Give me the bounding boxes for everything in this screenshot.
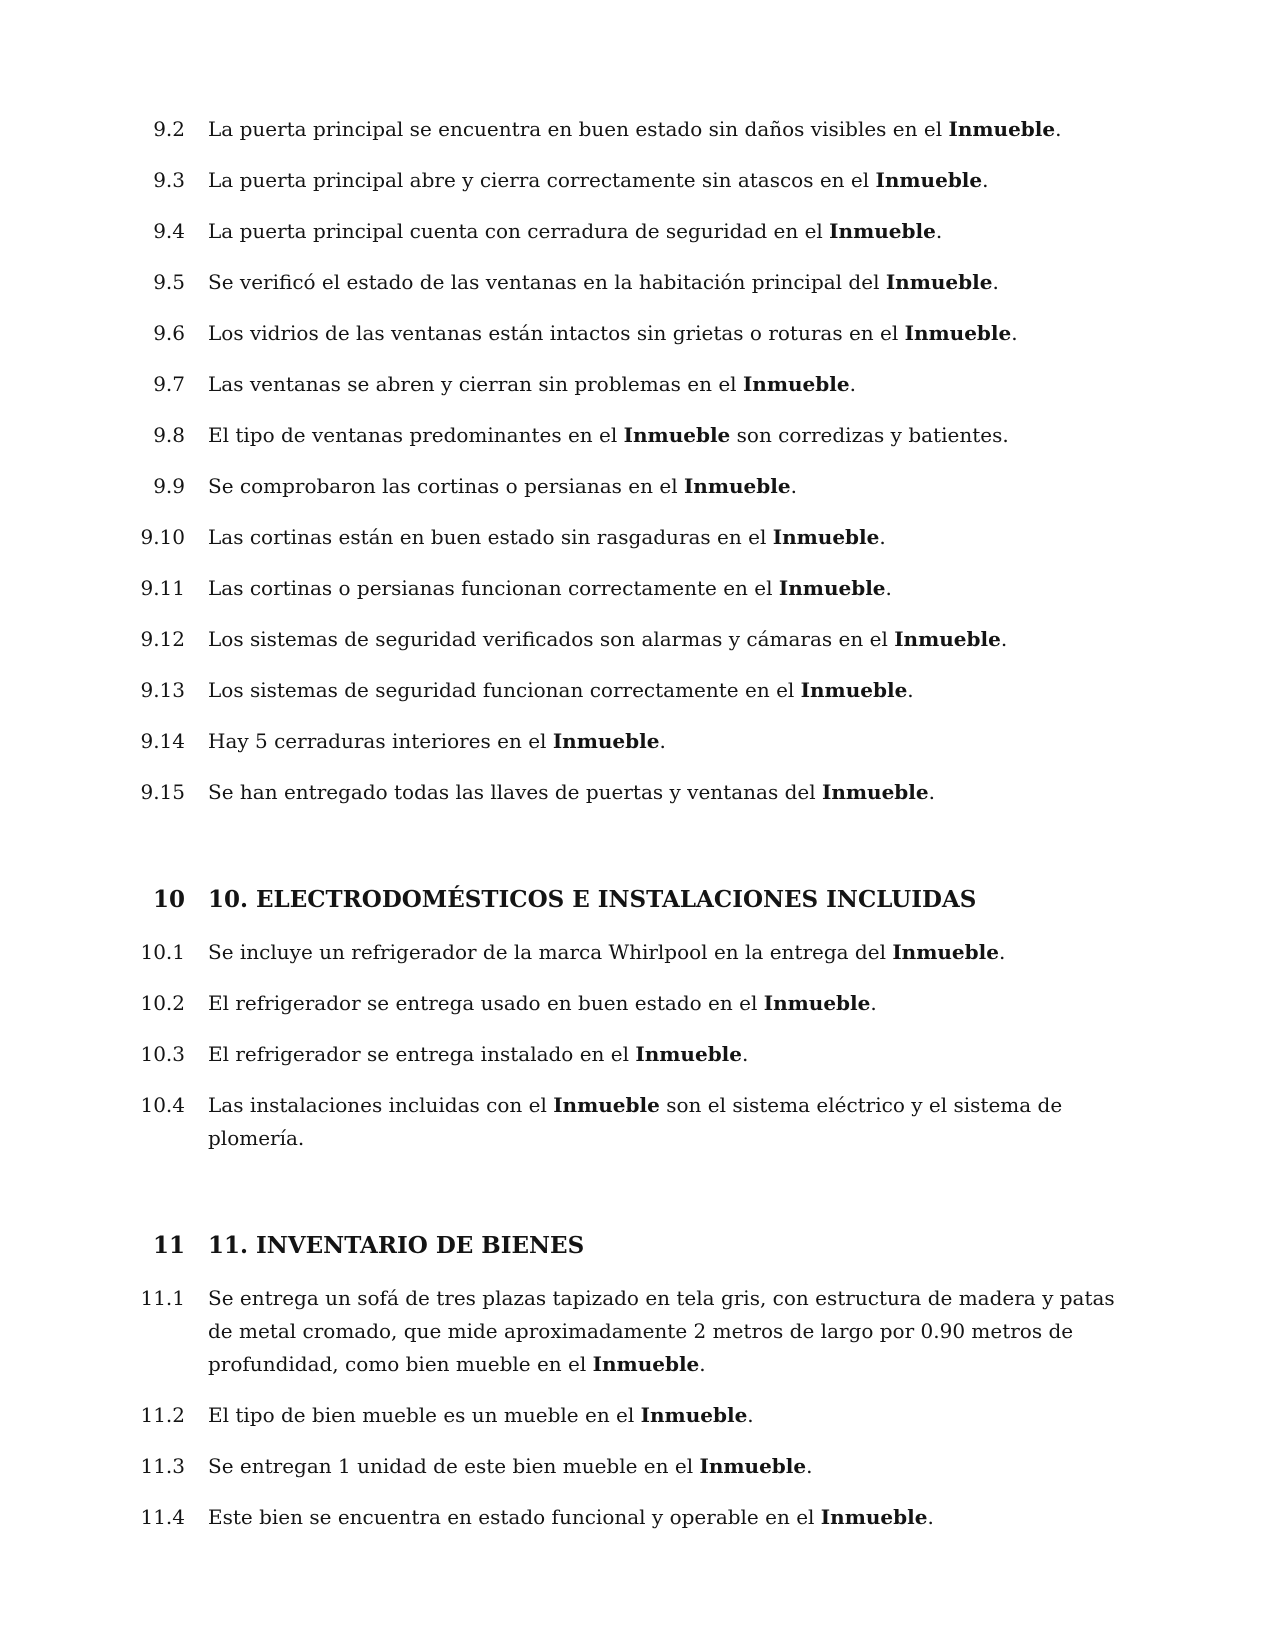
clause-text-segment: La puerta principal cuenta con cerradura de seguridad en el bbox=[208, 219, 830, 243]
clause-text-segment: Se entrega un sofá de tres plazas tapizado en tela gris, con estructura de madera y patas de metal cromado, que mide aproximadamente 2 metros de largo por 0.90 metros de profundidad, como bien mueble en el bbox=[208, 1286, 1115, 1376]
clause-text-bold-term: Inmueble bbox=[553, 1093, 660, 1117]
clause-text-bold-term: Inmueble bbox=[894, 627, 1001, 651]
section-heading-title: 10. ELECTRODOMÉSTICOS E INSTALACIONES INCLUIDAS bbox=[208, 886, 977, 913]
clause-text-segment: . bbox=[699, 1352, 706, 1376]
clause-text-segment: . bbox=[747, 1403, 754, 1427]
clause-number: 10.1 bbox=[140, 940, 185, 964]
clause-text-segment: Se incluye un refrigerador de la marca Whirlpool en la entrega del bbox=[208, 940, 893, 964]
clause-text bbox=[208, 368, 1123, 401]
clause-number: 9.10 bbox=[140, 525, 185, 549]
clause-text-segment: Las cortinas o persianas funcionan correctamente en el bbox=[208, 576, 779, 600]
clause-item bbox=[0, 1282, 1275, 1381]
clause-text-segment: El tipo de bien mueble es un mueble en el bbox=[208, 1403, 641, 1427]
clause-text bbox=[208, 1501, 1123, 1534]
clause-number: 11.1 bbox=[140, 1286, 185, 1310]
clause-text-segment: . bbox=[998, 940, 1006, 964]
clause-text-bold-term: Inmueble bbox=[821, 780, 929, 804]
clause-text-segment: Se verificó el estado de las ventanas en la habitación principal del bbox=[208, 270, 886, 294]
clause-item bbox=[0, 368, 1275, 401]
clause-text-segment: La puerta principal se encuentra en buen estado sin daños visibles en el bbox=[208, 117, 949, 141]
clause-number: 10.2 bbox=[140, 991, 185, 1015]
clause-text bbox=[208, 419, 1123, 452]
clause-text bbox=[208, 1450, 1123, 1483]
clause-number: 9.9 bbox=[153, 474, 185, 498]
clause-text bbox=[208, 572, 1123, 605]
clause-text-bold-term: Inmueble bbox=[875, 168, 983, 192]
clause-item bbox=[0, 725, 1275, 758]
clause-text-bold-term: Inmueble bbox=[552, 729, 660, 753]
clause-item bbox=[0, 572, 1275, 605]
clause-number: 10.4 bbox=[140, 1093, 185, 1117]
document-section bbox=[0, 113, 1275, 827]
clause-text bbox=[208, 623, 1123, 656]
clause-item bbox=[0, 419, 1275, 452]
clause-text bbox=[208, 1282, 1123, 1381]
clause-item bbox=[0, 987, 1275, 1020]
clause-text-bold-term: Inmueble bbox=[592, 1352, 700, 1376]
clause-text-segment: . bbox=[885, 576, 892, 600]
clause-number: 9.5 bbox=[153, 270, 185, 294]
clause-text-segment: son corredizas y batientes. bbox=[730, 423, 1009, 447]
clause-item bbox=[0, 674, 1275, 707]
clause-item bbox=[0, 623, 1275, 656]
clause-number: 9.13 bbox=[140, 678, 185, 702]
clause-item bbox=[0, 1450, 1275, 1483]
clause-text bbox=[208, 317, 1123, 350]
clause-number: 9.7 bbox=[153, 372, 185, 396]
clause-item bbox=[0, 1501, 1275, 1534]
clause-text-segment: . bbox=[849, 372, 856, 396]
clause-text bbox=[208, 164, 1123, 197]
clause-item bbox=[0, 266, 1275, 299]
clause-text bbox=[208, 215, 1123, 248]
clause-number: 9.14 bbox=[140, 729, 185, 753]
clause-text bbox=[208, 725, 1123, 758]
clause-text bbox=[208, 113, 1123, 146]
clause-text bbox=[208, 266, 1123, 299]
clause-text-bold-term: Inmueble bbox=[800, 678, 908, 702]
clause-text-segment: . bbox=[742, 1042, 749, 1066]
clause-number: 9.11 bbox=[140, 576, 185, 600]
clause-text-bold-term: Inmueble bbox=[640, 1403, 748, 1427]
clause-text bbox=[208, 1399, 1123, 1432]
clause-text-segment: . bbox=[879, 525, 886, 549]
clause-text-segment: . bbox=[1000, 627, 1008, 651]
clause-number: 10.3 bbox=[140, 1042, 185, 1066]
clause-text-segment: son el sistema eléctrico y el sistema de plomería. bbox=[208, 1093, 1063, 1150]
clause-text-segment: Este bien se encuentra en estado funcional y operable en el bbox=[208, 1505, 821, 1529]
clause-text-segment: . bbox=[927, 1505, 934, 1529]
clause-text-segment: Se comprobaron las cortinas o persianas en el bbox=[208, 474, 684, 498]
clause-number: 9.12 bbox=[140, 627, 185, 651]
section-heading bbox=[0, 1228, 1275, 1264]
clause-text-segment: . bbox=[907, 678, 914, 702]
clause-item bbox=[0, 317, 1275, 350]
clause-text-bold-term: Inmueble bbox=[904, 321, 1012, 345]
clause-text-segment: . bbox=[659, 729, 666, 753]
clause-text-segment: La puerta principal abre y cierra correctamente sin atascos en el bbox=[208, 168, 876, 192]
clause-text-segment: Los sistemas de seguridad funcionan correctamente en el bbox=[208, 678, 801, 702]
clause-text-segment: Las ventanas se abren y cierran sin problemas en el bbox=[208, 372, 743, 396]
clause-text-bold-term: Inmueble bbox=[635, 1042, 743, 1066]
document-section bbox=[0, 882, 1275, 1173]
clause-item bbox=[0, 1399, 1275, 1432]
clause-text-bold-term: Inmueble bbox=[683, 474, 791, 498]
clause-text bbox=[208, 987, 1123, 1020]
clause-text-segment: El refrigerador se entrega instalado en el bbox=[208, 1042, 636, 1066]
clause-text-segment: Las instalaciones incluidas con el bbox=[208, 1093, 554, 1117]
clause-text-segment: . bbox=[870, 991, 877, 1015]
clause-item bbox=[0, 164, 1275, 197]
section-heading-number: 11 bbox=[152, 1232, 185, 1259]
clause-text-segment: . bbox=[790, 474, 797, 498]
clause-text bbox=[208, 936, 1123, 969]
clause-text-bold-term: Inmueble bbox=[948, 117, 1056, 141]
clause-item bbox=[0, 1089, 1275, 1155]
clause-item bbox=[0, 215, 1275, 248]
section-heading-number: 10 bbox=[152, 886, 185, 913]
clause-text-bold-term: Inmueble bbox=[885, 270, 993, 294]
clause-number: 9.3 bbox=[153, 168, 185, 192]
clause-text-bold-term: Inmueble bbox=[829, 219, 936, 243]
clause-text-bold-term: Inmueble bbox=[820, 1505, 928, 1529]
clause-text-bold-term: Inmueble bbox=[772, 525, 880, 549]
document-section bbox=[0, 1228, 1275, 1552]
clause-text-segment: Las cortinas están en buen estado sin rasgaduras en el bbox=[208, 525, 773, 549]
clause-text-segment: El tipo de ventanas predominantes en el bbox=[208, 423, 624, 447]
clause-text-segment: . bbox=[806, 1454, 813, 1478]
clause-number: 9.4 bbox=[153, 219, 185, 243]
clause-text-segment: . bbox=[1011, 321, 1018, 345]
clause-text-segment: Se han entregado todas las llaves de puertas y ventanas del bbox=[208, 780, 822, 804]
clause-text bbox=[208, 776, 1123, 809]
clause-item bbox=[0, 521, 1275, 554]
clause-text bbox=[208, 674, 1123, 707]
section-heading-title: 11. INVENTARIO DE BIENES bbox=[208, 1232, 585, 1259]
clause-number: 9.6 bbox=[153, 321, 185, 345]
clause-number: 9.2 bbox=[153, 117, 185, 141]
clause-text-bold-term: Inmueble bbox=[892, 940, 999, 964]
clause-text-bold-term: Inmueble bbox=[623, 423, 731, 447]
clause-number: 11.4 bbox=[140, 1505, 185, 1529]
clause-item bbox=[0, 936, 1275, 969]
clause-text-segment: Se entregan 1 unidad de este bien mueble en el bbox=[208, 1454, 700, 1478]
clause-text-segment: . bbox=[1055, 117, 1062, 141]
clause-text-segment: . bbox=[982, 168, 989, 192]
clause-text-segment: . bbox=[992, 270, 999, 294]
clause-text-segment: Los vidrios de las ventanas están intactos sin grietas o roturas en el bbox=[208, 321, 905, 345]
clause-text-segment: . bbox=[928, 780, 935, 804]
clause-text-segment: Los sistemas de seguridad verificados son alarmas y cámaras en el bbox=[208, 627, 895, 651]
clause-text bbox=[208, 1089, 1123, 1155]
clause-text-bold-term: Inmueble bbox=[699, 1454, 807, 1478]
clause-item bbox=[0, 1038, 1275, 1071]
clause-number: 11.3 bbox=[140, 1454, 185, 1478]
clause-text bbox=[208, 1038, 1123, 1071]
clause-text bbox=[208, 470, 1123, 503]
section-heading bbox=[0, 882, 1275, 918]
clause-number: 11.2 bbox=[140, 1403, 185, 1427]
clause-text-segment: Hay 5 cerraduras interiores en el bbox=[208, 729, 553, 753]
clause-item bbox=[0, 776, 1275, 809]
clause-text-bold-term: Inmueble bbox=[763, 991, 871, 1015]
clause-item bbox=[0, 113, 1275, 146]
clause-item bbox=[0, 470, 1275, 503]
clause-text-segment: . bbox=[935, 219, 943, 243]
clause-number: 9.15 bbox=[140, 780, 185, 804]
clause-text-segment: El refrigerador se entrega usado en buen estado en el bbox=[208, 991, 764, 1015]
clause-text bbox=[208, 521, 1123, 554]
clause-number: 9.8 bbox=[153, 423, 185, 447]
clause-text-bold-term: Inmueble bbox=[742, 372, 850, 396]
clause-text-bold-term: Inmueble bbox=[778, 576, 886, 600]
